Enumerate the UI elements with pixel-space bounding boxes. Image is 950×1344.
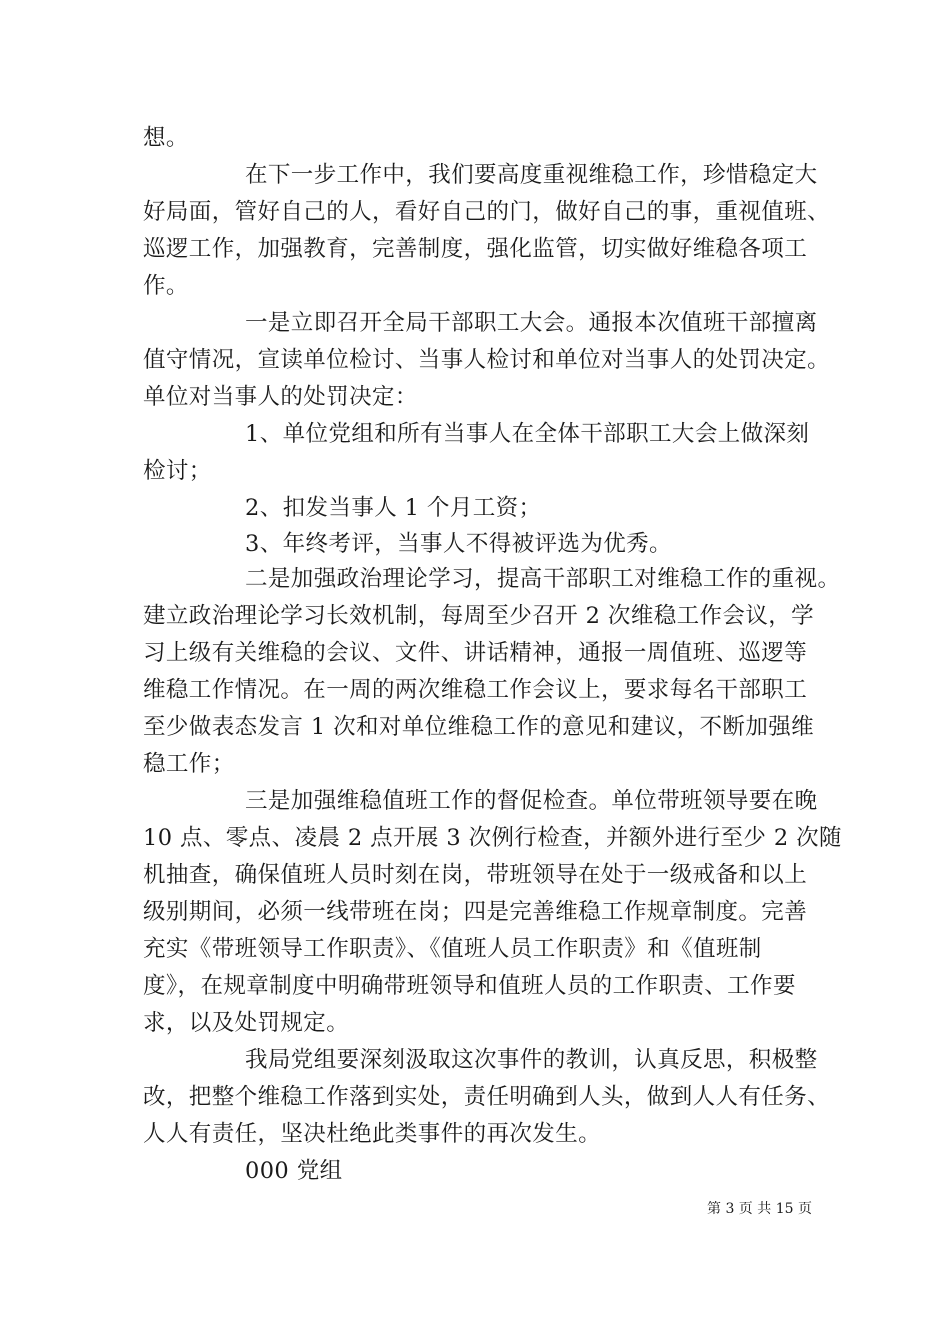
- paragraph-first-line: 三是加强维稳值班工作的督促检查。单位带班领导要在晚: [245, 788, 818, 814]
- body-line: 好局面，管好自己的人，看好自己的门，做好自己的事，重视值班、: [143, 199, 831, 225]
- body-line: 检讨；: [143, 458, 212, 484]
- body-line: 至少做表态发言 1 次和对单位维稳工作的意见和建议，不断加强维: [143, 714, 815, 740]
- body-line: 求，以及处罚规定。: [143, 1010, 350, 1036]
- body-line: 单位对当事人的处罚决定：: [143, 384, 418, 410]
- page-number-footer: 第 3 页 共 15 页: [707, 1201, 812, 1217]
- body-line: 充实《带班领导工作职责》、《值班人员工作职责》和《值班制: [143, 936, 762, 962]
- list-item-first-line: 1、单位党组和所有当事人在全体干部职工大会上做深刻: [245, 421, 810, 447]
- body-line: 稳工作；: [143, 751, 235, 777]
- body-line: 维稳工作情况。在一周的两次维稳工作会议上，要求每名干部职工: [143, 677, 808, 703]
- paragraph-first-line: 我局党组要深刻汲取这次事件的教训，认真反思，积极整: [245, 1047, 818, 1073]
- body-line: 建立政治理论学习长效机制，每周至少召开 2 次维稳工作会议，学: [143, 603, 815, 629]
- body-line: 人人有责任，坚决杜绝此类事件的再次发生。: [143, 1121, 602, 1147]
- body-line: 度》，在规章制度中明确带班领导和值班人员的工作职责、工作要: [143, 973, 796, 999]
- paragraph-first-line: 二是加强政治理论学习，提高干部职工对维稳工作的重视。: [245, 566, 841, 592]
- body-line: 巡逻工作，加强教育，完善制度，强化监管，切实做好维稳各项工: [143, 236, 808, 262]
- body-line: 10 点、零点、凌晨 2 点开展 3 次例行检查，并额外进行至少 2 次随: [143, 825, 842, 851]
- paragraph-first-line: 在下一步工作中，我们要高度重视维稳工作，珍惜稳定大: [245, 162, 818, 188]
- body-line: 改，把整个维稳工作落到实处，责任明确到人头，做到人人有任务、: [143, 1084, 831, 1110]
- paragraph-first-line: 一是立即召开全局干部职工大会。通报本次值班干部擅离: [245, 310, 818, 336]
- body-line: 机抽查，确保值班人员时刻在岗，带班领导在处于一级戒备和以上: [143, 862, 808, 888]
- body-line: 想。: [143, 125, 189, 151]
- list-item: 3、年终考评，当事人不得被评选为优秀。: [245, 531, 672, 557]
- list-item: 2、扣发当事人 1 个月工资；: [245, 495, 542, 521]
- body-line: 作。: [143, 273, 189, 299]
- body-line: 级别期间，必须一线带班在岗；四是完善维稳工作规章制度。完善: [143, 899, 808, 925]
- body-line: 值守情况，宣读单位检讨、当事人检讨和单位对当事人的处罚决定。: [143, 347, 831, 373]
- body-line: 习上级有关维稳的会议、文件、讲话精神，通报一周值班、巡逻等: [143, 640, 808, 666]
- signature-line: 000 党组: [245, 1158, 343, 1184]
